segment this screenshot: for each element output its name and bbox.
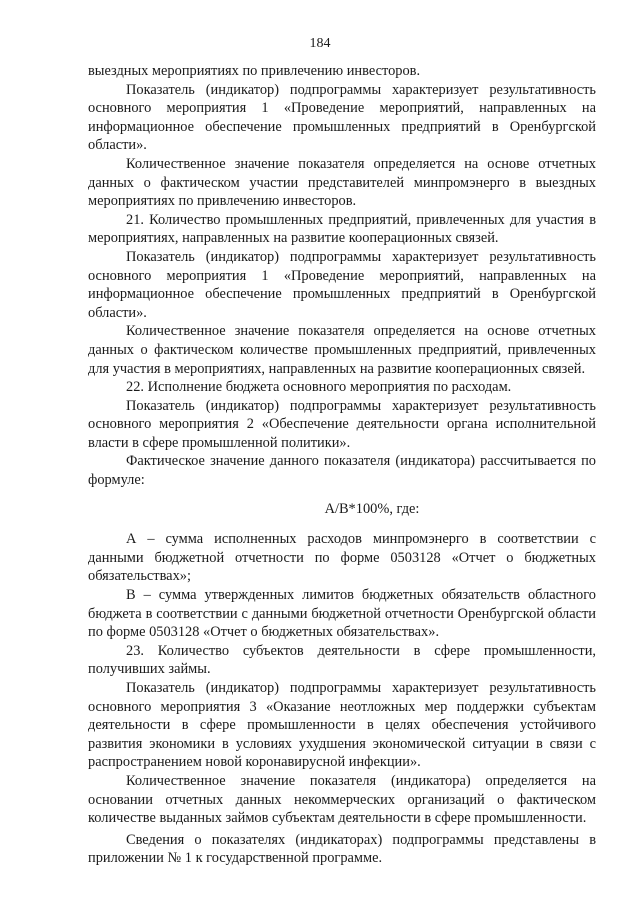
paragraph-item-22: 22. Исполнение бюджета основного мероприятия по расходам. (126, 379, 512, 396)
paragraph-item-23: 23. Количество субъектов деятельности в сфере промышленности, получивших займы. (88, 642, 596, 678)
paragraph-continuation: выездных мероприятиях по привлечению инвесторов. (88, 63, 421, 79)
paragraph-definition-b: В – сумма утвержденных лимитов бюджетных обязательств областного бюджета в соответствии с данными бюджетной отчетности Оренбургской области по форме 0503128 «Отчет о бюджетных обязательствах». (88, 587, 596, 641)
paragraph-quantitative-value: Количественное значение показателя (индикатора) определяется на основании отчетных данных некоммерческих организаций о фактическом количестве выданных займов субъектам деятельности в сфере промышленности. (88, 772, 596, 827)
paragraph-definition-a: А – сумма исполненных расходов минпромэнерго в соответствии с данными бюджетной отчетности по форме 0503128 «Отчет о бюджетных обязательствах»; (88, 531, 596, 585)
body-text (88, 62, 596, 868)
paragraph-formula-intro: Фактическое значение данного показателя (индикатора) рассчитывается по формуле: (88, 453, 596, 489)
paragraph-indicator-description: Показатель (индикатор) подпрограммы характеризует результативность основного мероприятия 1 «Проведение мероприятий, направленных на информационное обеспечение промышленных предприятий в Оренбургской области». (88, 248, 596, 321)
paragraph-item-21: 21. Количество промышленных предприятий, привлеченных для участия в мероприятиях, направленных на развитие кооперационных связей. (88, 211, 596, 247)
formula: А/В*100%, где: (324, 500, 420, 517)
paragraph-indicator-description: Показатель (индикатор) подпрограммы характеризует результативность основного мероприятия 3 «Оказание неотложных мер поддержки субъектам деятельности в сфере промышленности в целях обеспечения устойчивого развития экономики в условиях ухудшения экономической ситуации в связи с распространением новой коронавирусной инфекции». (88, 680, 596, 771)
page-number: 184 (309, 36, 331, 51)
paragraph-appendix-reference: Сведения о показателях (индикаторах) подпрограммы представлены в приложении № 1 к государственной программе. (88, 831, 596, 867)
paragraph-quantitative-value: Количественное значение показателя определяется на основе отчетных данных о фактическом количестве промышленных предприятий, привлеченных для участия в мероприятиях, направленных на развитие кооперационных связей. (88, 323, 596, 377)
paragraph-indicator-description: Показатель (индикатор) подпрограммы характеризует результативность основного мероприятия 1 «Проведение мероприятий, направленных на информационное обеспечение промышленных предприятий в Оренбургской области». (88, 81, 596, 154)
paragraph-quantitative-value: Количественное значение показателя определяется на основе отчетных данных о фактическом участии представителей минпромэнерго в выездных мероприятиях по привлечению инвесторов. (88, 155, 596, 210)
paragraph-indicator-description: Показатель (индикатор) подпрограммы характеризует результативность основного мероприятия 2 «Обеспечение деятельности органа исполнительной власти в сфере промышленной политики». (88, 397, 596, 451)
